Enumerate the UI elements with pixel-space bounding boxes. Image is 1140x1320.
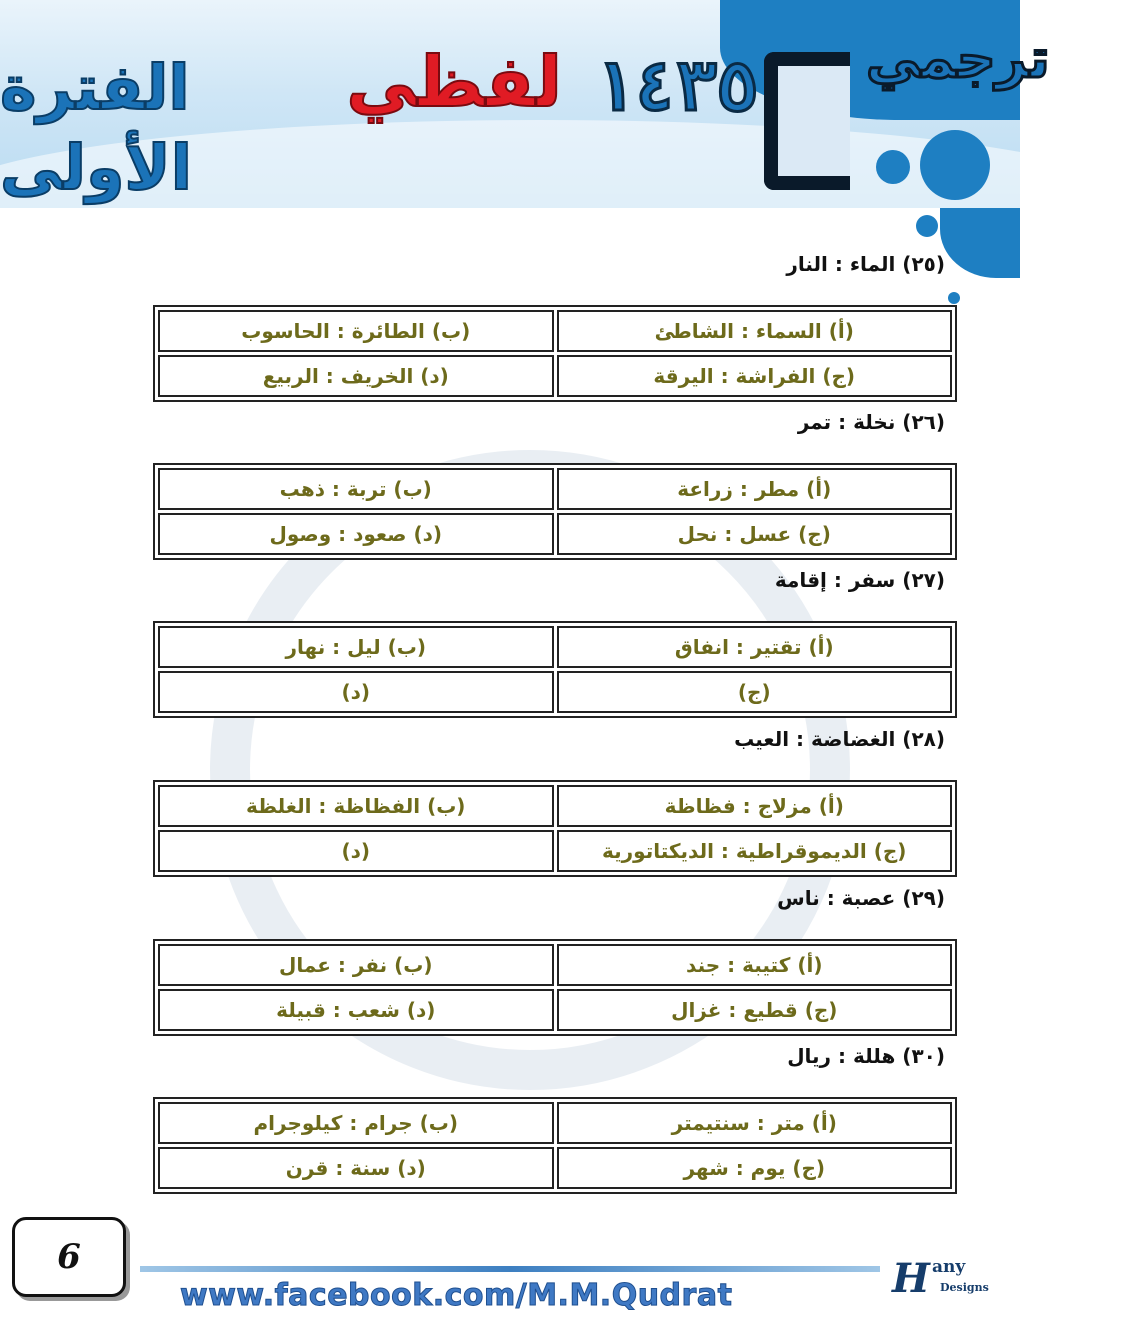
- option-b[interactable]: (ب) الطائرة : الحاسوب: [158, 310, 554, 352]
- option-c[interactable]: (ج) الفراشة : اليرقة: [557, 355, 953, 397]
- question-stem: (٢٧) سفر : إقامة: [774, 568, 945, 592]
- options-table: [153, 621, 957, 718]
- option-d[interactable]: (د) صعود : وصول: [158, 513, 554, 555]
- designer-tag: Designs: [940, 1281, 989, 1294]
- option-c[interactable]: (ج) الديموقراطية : الديكتاتورية: [557, 830, 953, 872]
- option-d[interactable]: (د) سنة : قرن: [158, 1147, 554, 1189]
- designer-logo: [888, 1255, 1008, 1305]
- option-c[interactable]: (ج) عسل : نحل: [557, 513, 953, 555]
- option-a[interactable]: (أ) متر : سنتيمتر: [557, 1102, 953, 1144]
- option-a[interactable]: (أ) كتيبة : جند: [557, 944, 953, 986]
- option-a[interactable]: (أ) مزلاج : فظاظة: [557, 785, 953, 827]
- banner-verbal: لفظي: [346, 41, 562, 123]
- option-c[interactable]: (ج) قطيع : غزال: [557, 989, 953, 1031]
- footer-divider: [140, 1266, 880, 1272]
- options-table: [153, 305, 957, 402]
- question-stem: (٢٥) الماء : النار: [786, 252, 945, 276]
- question-stem: (٢٩) عصبة : ناس: [777, 886, 945, 910]
- question-stem: (٢٨) الغضاضة : العيب: [734, 727, 945, 751]
- banner-period: الفترة الأولى: [0, 51, 192, 204]
- options-table: [153, 939, 957, 1036]
- option-d[interactable]: (د) الخريف : الربيع: [158, 355, 554, 397]
- banner-year: ١٤٣٥: [594, 48, 758, 127]
- options-table: [153, 463, 957, 560]
- banner-brand: ترجمي: [866, 27, 1050, 90]
- option-b[interactable]: (ب) الفظاظة : الغلظة: [158, 785, 554, 827]
- option-c[interactable]: (ج): [557, 671, 953, 713]
- option-a[interactable]: (أ) السماء : الشاطئ: [557, 310, 953, 352]
- question-stem: (٣٠) هللة : ريال: [787, 1044, 945, 1068]
- page-number: 6: [12, 1217, 126, 1297]
- option-d[interactable]: (د): [158, 830, 554, 872]
- option-b[interactable]: (ب) جرام : كيلوجرام: [158, 1102, 554, 1144]
- option-d[interactable]: (د) شعب : قبيلة: [158, 989, 554, 1031]
- option-d[interactable]: (د): [158, 671, 554, 713]
- option-c[interactable]: (ج) يوم : شهر: [557, 1147, 953, 1189]
- option-a[interactable]: (أ) تقتير : انفاق: [557, 626, 953, 668]
- option-b[interactable]: (ب) ليل : نهار: [158, 626, 554, 668]
- designer-name: any: [932, 1257, 966, 1277]
- option-b[interactable]: (ب) نفر : عمال: [158, 944, 554, 986]
- option-a[interactable]: (أ) مطر : زراعة: [557, 468, 953, 510]
- options-table: [153, 1097, 957, 1194]
- question-stem: (٢٦) نخلة : تمر: [797, 410, 945, 434]
- footer-url[interactable]: www.facebook.com/M.M.Qudrat: [180, 1278, 733, 1313]
- option-b[interactable]: (ب) تربة : ذهب: [158, 468, 554, 510]
- designer-initial: H: [892, 1255, 930, 1302]
- options-table: [153, 780, 957, 877]
